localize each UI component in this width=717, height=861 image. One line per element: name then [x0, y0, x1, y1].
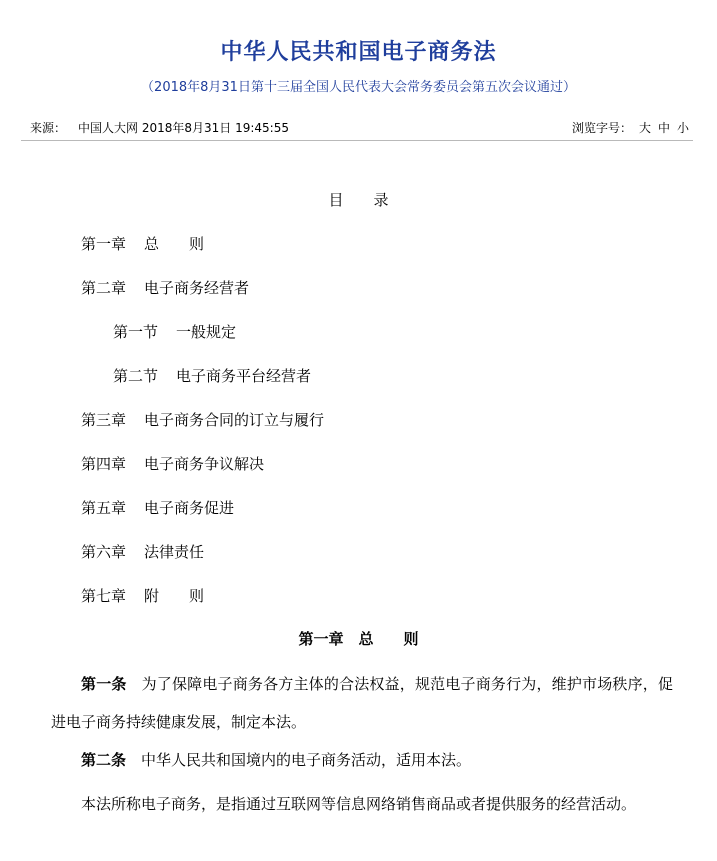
toc-item-label: 附 则: [144, 587, 205, 605]
source-value: 中国人大网 2018年8月31日 19:45:55: [78, 121, 289, 135]
chapter-heading: 第一章 总 则: [298, 630, 419, 648]
toc-heading: [0, 189, 717, 211]
toc-heading-char: 录: [373, 191, 389, 209]
toc-item-label: 电子商务平台经营者: [176, 367, 312, 385]
toc-item-label: 法律责任: [144, 543, 205, 561]
source-bar: [21, 118, 693, 141]
toc-item-number: 第五章: [81, 499, 127, 517]
article-number: 第二条: [81, 751, 127, 769]
article-paragraph: [51, 741, 673, 779]
toc-item-number: 第六章: [81, 543, 127, 561]
toc-item-chapter-5[interactable]: [81, 497, 234, 519]
source-label: 来源：: [30, 121, 67, 135]
toc-item-number: 第一节: [113, 323, 159, 341]
font-size-small-button[interactable]: 小: [676, 121, 689, 135]
toc-heading-char: 目: [328, 191, 344, 209]
font-size-controls: [572, 118, 689, 138]
toc-item-chapter-1[interactable]: [81, 233, 204, 255]
toc-item-label: 电子商务争议解决: [144, 455, 265, 473]
toc-item-label: 电子商务经营者: [144, 279, 250, 297]
toc-item-label: 总 则: [144, 235, 205, 253]
article-text: 本法所称电子商务，是指通过互联网等信息网络销售商品或者提供服务的经营活动。: [81, 795, 637, 813]
toc-item-section-2[interactable]: [113, 365, 311, 387]
toc-item-chapter-4[interactable]: [81, 453, 264, 475]
article-text: 中华人民共和国境内的电子商务活动，适用本法。: [141, 751, 472, 769]
article-text: 为了保障电子商务各方主体的合法权益，规范电子商务行为，维护市场秩序，促进电子商务持续健康发展，制定本法。: [51, 675, 673, 731]
toc-item-number: 第二章: [81, 279, 127, 297]
toc-item-number: 第二节: [113, 367, 159, 385]
toc-item-label: 电子商务合同的订立与履行: [144, 411, 325, 429]
font-size-medium-button[interactable]: 中: [657, 121, 670, 135]
toc-item-number: 第三章: [81, 411, 127, 429]
article-paragraph: [51, 665, 673, 741]
toc-item-label: 一般规定: [176, 323, 237, 341]
toc-item-label: 电子商务促进: [144, 499, 235, 517]
toc-item-chapter-7[interactable]: [81, 585, 204, 607]
law-title: 中华人民共和国电子商务法: [220, 40, 497, 65]
article-paragraph: [51, 785, 673, 823]
toc-item-section-1[interactable]: [113, 321, 236, 343]
article-number: 第一条: [81, 675, 127, 693]
toc-item-number: 第一章: [81, 235, 127, 253]
toc-item-chapter-6[interactable]: [81, 541, 204, 563]
toc-item-number: 第四章: [81, 455, 127, 473]
source-info: [30, 118, 289, 138]
font-size-label: 浏览字号：: [571, 121, 632, 135]
toc-item-chapter-3[interactable]: [81, 409, 324, 431]
law-subtitle: （2018年8月31日第十三届全国人民代表大会常务委员会第五次会议通过）: [141, 80, 576, 95]
font-size-large-button[interactable]: 大: [638, 121, 651, 135]
toc-item-number: 第七章: [81, 587, 127, 605]
toc-item-chapter-2[interactable]: [81, 277, 249, 299]
